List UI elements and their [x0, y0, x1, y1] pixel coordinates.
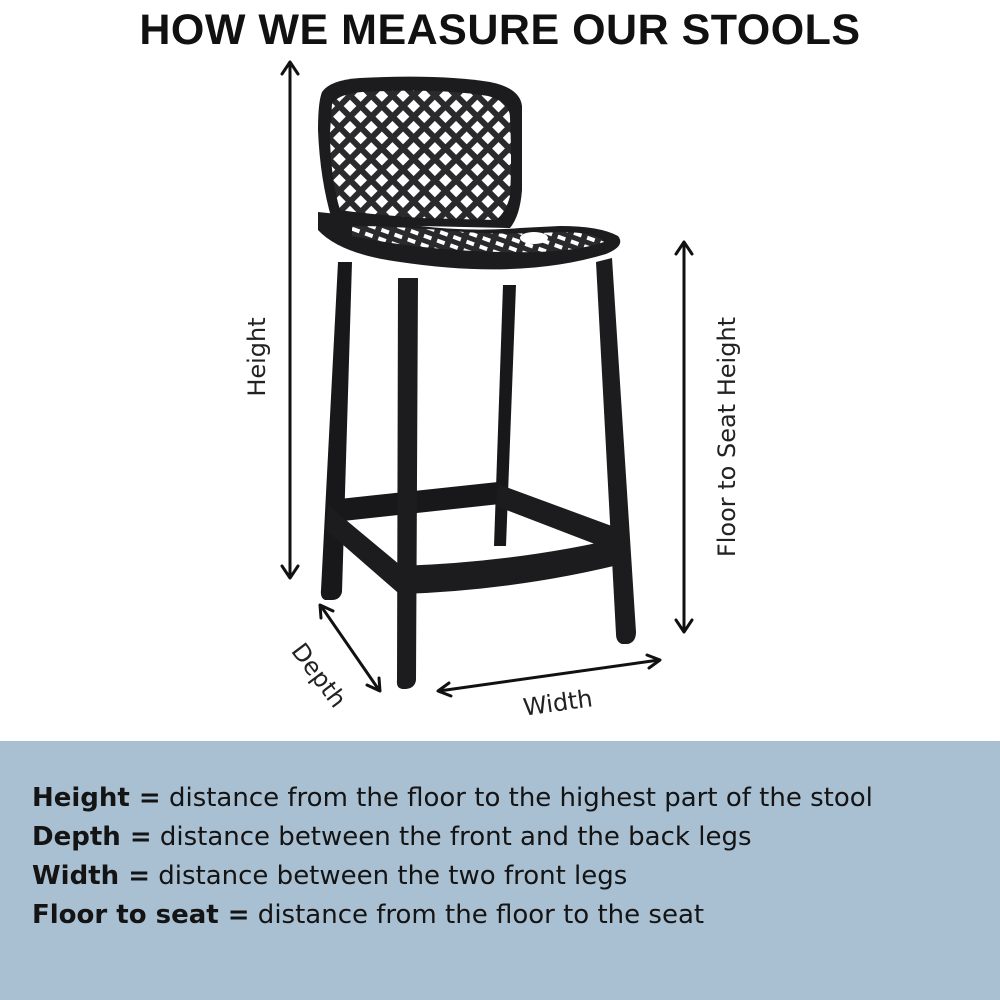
back-left-leg: [321, 262, 352, 600]
handle-hole: [520, 232, 548, 244]
front-left-leg: [397, 278, 418, 689]
page-title: HOW WE MEASURE OUR STOOLS: [139, 6, 861, 54]
definition-term: Floor to seat =: [32, 900, 250, 930]
front-right-leg: [596, 258, 636, 644]
height-label: Height: [243, 317, 271, 397]
definition-depth: [32, 818, 873, 857]
definition-width: [32, 857, 873, 896]
definition-text: distance between the front and the back legs: [151, 822, 752, 852]
definition-term: Width =: [32, 861, 150, 891]
definition-height: [32, 779, 873, 818]
front-footrest: [400, 536, 630, 594]
height-arrow: [282, 62, 298, 578]
floor-to-seat-arrow: [676, 242, 692, 632]
definition-term: Depth =: [32, 822, 152, 852]
depth-label: Depth: [285, 637, 352, 714]
floor-to-seat-label: Floor to Seat Height: [713, 316, 741, 558]
width-label: Width: [521, 684, 595, 722]
backrest-mesh: [330, 91, 511, 220]
stool-illustration: [318, 77, 636, 689]
definition-text: distance from the floor to the highest part of the stool: [160, 783, 873, 813]
definition-term: Height =: [32, 783, 161, 813]
definitions-list: [32, 779, 873, 935]
definition-text: distance between the two front legs: [149, 861, 628, 891]
definition-text: distance from the floor to the seat: [249, 900, 705, 930]
definitions-panel: [0, 741, 1000, 1000]
definition-floor-to-seat: [32, 896, 873, 935]
